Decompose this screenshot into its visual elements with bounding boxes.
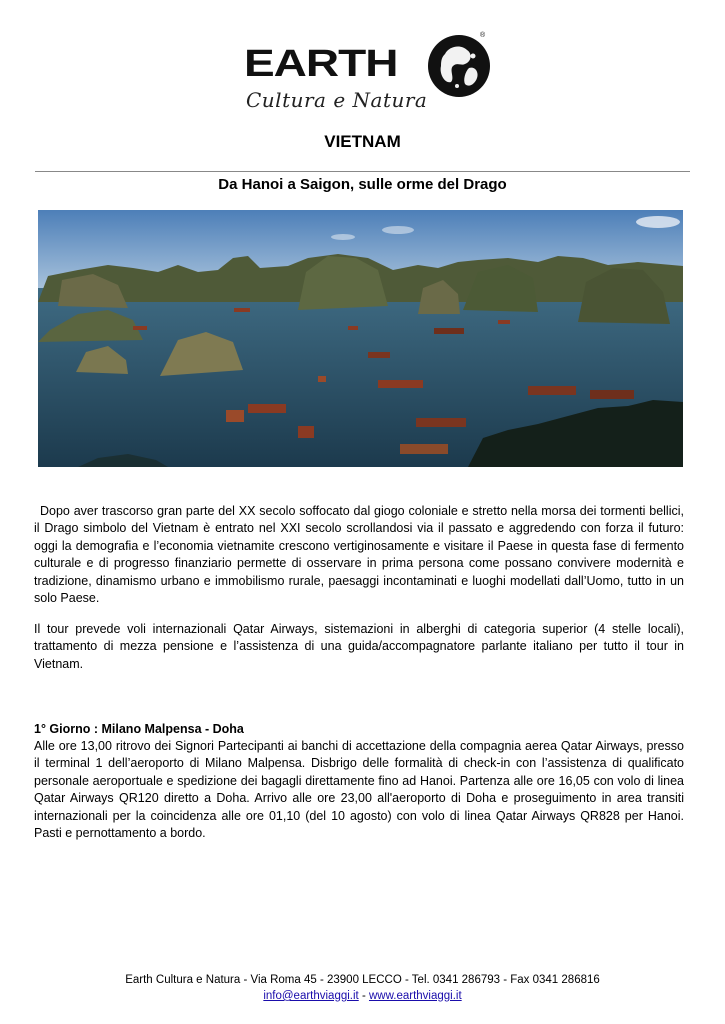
footer-address: Earth Cultura e Natura - Via Roma 45 - 23900 LECCO - Tel. 0341 286793 - Fax 0341 286816 (125, 974, 600, 986)
footer-links (0, 988, 725, 1004)
logo-wordmark: EARTH (244, 41, 398, 85)
registered-mark: ® (480, 32, 486, 39)
page-footer (0, 972, 725, 1004)
halong-bay-photo (38, 210, 683, 467)
earth-logo (244, 30, 494, 116)
logo-tagline: Cultura e Natura (246, 88, 428, 112)
tour-summary-paragraph: Il tour prevede voli internazionali Qatar Airways, sistemazioni in alberghi di categoria superior (4 stelle locali), trattamento di mezza pensione e l’assistenza di una guida/accompagnatore parlante italiano per tutto il tour in Vietnam. (34, 622, 684, 671)
page-title: VIETNAM (324, 132, 401, 151)
day-1-heading: 1° Giorno : Milano Malpensa - Doha (34, 722, 244, 736)
globe-icon (427, 34, 491, 98)
email-link[interactable]: info@earthviaggi.it (263, 990, 359, 1002)
day-1-description: Alle ore 13,00 ritrovo dei Signori Partecipanti ai banchi di accettazione della compagnia aerea Qatar Airways, presso il terminal 1 dell’aeroporto di Milano Malpensa. Disbrigo delle formalità di check-in con l’assistenza di qualificato personale aeroportuale e spedizione dei bagagli direttamente fino ad Hanoi. Partenza alle ore 16,05 con volo di linea Qatar Airways QR120 diretto a Doha. Arrivo alle ore 23,00 all'aeroporto di Doha e proseguimento in area transiti internazionali per la coincidenza alle ore 01,10 (del 10 agosto) con volo di linea Qatar Airways QR828 per Hanoi. Pasti e pernottamento a bordo. (34, 739, 684, 841)
footer-separator: - (358, 990, 369, 1002)
website-link[interactable]: www.earthviaggi.it (368, 990, 462, 1002)
page-subtitle: Da Hanoi a Saigon, sulle orme del Drago (218, 176, 507, 193)
title-divider (35, 171, 690, 172)
intro-paragraph: Dopo aver trascorso gran parte del XX secolo soffocato dal giogo coloniale e stretto nella morsa dei tormenti bellici, il Drago simbolo del Vietnam è entrato nel XXI secolo scrollandosi via il passato e aggredendo con forza il futuro: oggi la demografia e l’economia vietnamite crescono vertiginosamente e visitare il Paese in questa fase di fermento culturale e di progresso finanziario permette di osservare in prima persona come possano convivere modernità e tradizione, dinamismo urbano e immobilismo rurale, paesaggi incontaminati e luoghi modellati dall’Uomo, tutto in un solo Paese. (34, 504, 684, 606)
